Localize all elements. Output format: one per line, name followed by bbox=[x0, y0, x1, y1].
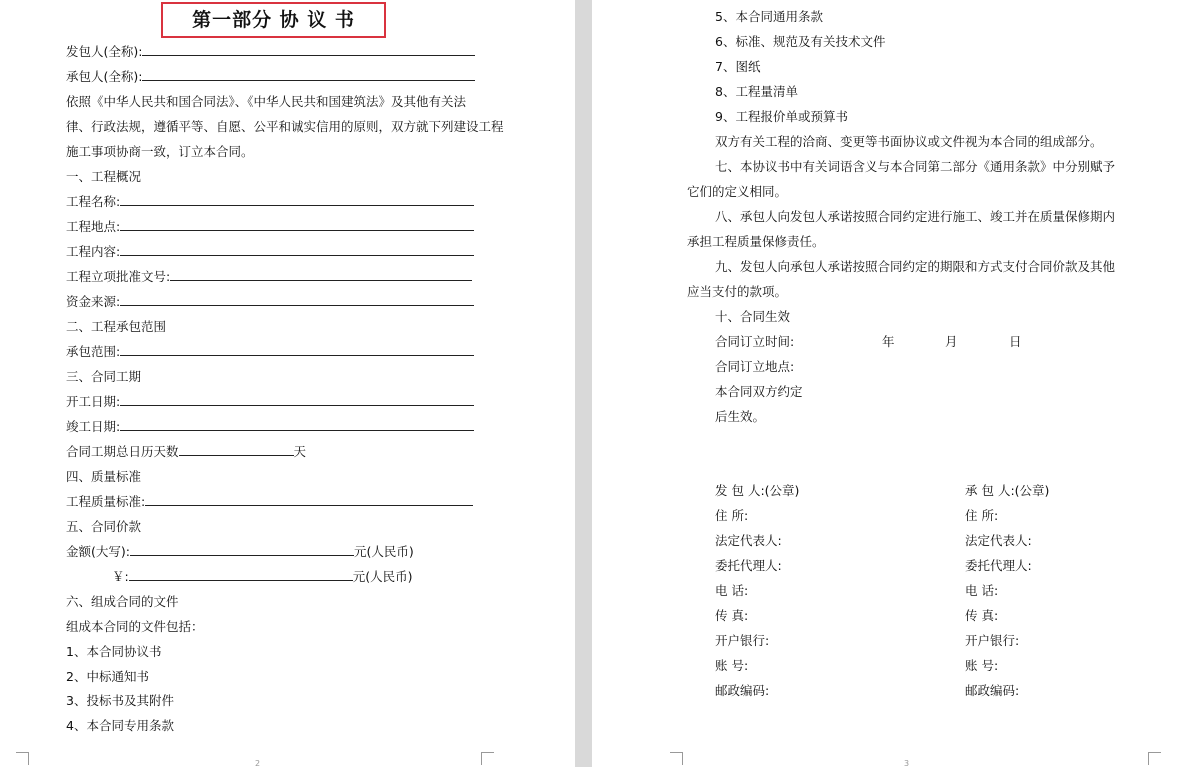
section-4-heading: 四、质量标准 bbox=[66, 469, 142, 484]
effective-line-1: 本合同双方约定 bbox=[715, 384, 803, 399]
employer-line: 发包人(全称): bbox=[66, 44, 475, 60]
amount-figures-line: ￥: 元(人民币) bbox=[112, 569, 413, 584]
employer-legal-rep-label: 法定代表人: bbox=[715, 533, 782, 548]
project-name-line: 工程名称: bbox=[66, 194, 474, 210]
contractor-seal-label: 承 包 人:(公章) bbox=[965, 483, 1050, 498]
margin-corner-mark bbox=[481, 752, 494, 765]
section-2-heading: 二、工程承包范围 bbox=[66, 319, 167, 334]
document-page-right bbox=[592, 0, 1178, 767]
approval-no-line: 工程立项批准文号: bbox=[66, 269, 472, 285]
doc-item-2: 2、中标通知书 bbox=[66, 669, 149, 684]
project-location-line: 工程地点: bbox=[66, 219, 474, 235]
contractor-postcode-label: 邮政编码: bbox=[965, 683, 1020, 698]
contractor-blank[interactable] bbox=[142, 69, 475, 81]
sign-time-label: 合同订立时间: bbox=[715, 334, 795, 349]
section-1-heading: 一、工程概况 bbox=[66, 169, 142, 184]
fund-source-line: 资金来源: bbox=[66, 294, 474, 310]
doc-item-1: 1、本合同协议书 bbox=[66, 644, 162, 659]
section-3-heading: 三、合同工期 bbox=[66, 369, 142, 384]
project-content-blank[interactable] bbox=[120, 244, 474, 256]
page-number: 3 bbox=[904, 759, 910, 767]
sign-month-label: 月 bbox=[945, 334, 958, 349]
contractor-line: 承包人(全称): bbox=[66, 69, 475, 85]
contractor-bank-label: 开户银行: bbox=[965, 633, 1020, 648]
employer-blank[interactable] bbox=[142, 44, 475, 56]
employer-account-label: 账 号: bbox=[715, 658, 749, 673]
section-8-line-2: 承担工程质量保修责任。 bbox=[687, 234, 825, 249]
start-date-blank[interactable] bbox=[120, 394, 474, 406]
sign-place-label: 合同订立地点: bbox=[715, 359, 795, 374]
amount-figures-blank[interactable] bbox=[129, 569, 353, 581]
employer-bank-label: 开户银行: bbox=[715, 633, 770, 648]
total-days-blank[interactable] bbox=[179, 444, 294, 456]
section-9-line-2: 应当支付的款项。 bbox=[687, 284, 788, 299]
section-5-heading: 五、合同价款 bbox=[66, 519, 142, 534]
employer-phone-label: 电 话: bbox=[715, 583, 749, 598]
contractor-fax-label: 传 真: bbox=[965, 608, 999, 623]
project-content-line: 工程内容: bbox=[66, 244, 474, 260]
docs-note: 双方有关工程的洽商、变更等书面协议或文件视为本合同的组成部分。 bbox=[715, 134, 1103, 149]
doc-item-4: 4、本合同专用条款 bbox=[66, 718, 174, 733]
quality-blank[interactable] bbox=[145, 494, 473, 506]
doc-item-6: 6、标准、规范及有关技术文件 bbox=[715, 34, 886, 49]
section-8-line-1: 八、承包人向发包人承诺按照合同约定进行施工、竣工并在质量保修期内 bbox=[715, 209, 1116, 224]
document-page-left bbox=[0, 0, 575, 767]
sign-year-label: 年 bbox=[882, 334, 895, 349]
doc-item-5: 5、本合同通用条款 bbox=[715, 9, 823, 24]
fund-source-blank[interactable] bbox=[120, 294, 474, 306]
intro-line-2: 律、行政法规，遵循平等、自愿、公平和诚实信用的原则，双方就下列建设工程 bbox=[66, 119, 504, 134]
effective-line-2: 后生效。 bbox=[715, 409, 766, 424]
end-date-line: 竣工日期: bbox=[66, 419, 474, 435]
doc-item-3: 3、投标书及其附件 bbox=[66, 693, 174, 708]
employer-fax-label: 传 真: bbox=[715, 608, 749, 623]
employer-seal-label: 发 包 人:(公章) bbox=[715, 483, 800, 498]
contractor-address-label: 住 所: bbox=[965, 508, 999, 523]
project-location-blank[interactable] bbox=[120, 219, 474, 231]
contractor-account-label: 账 号: bbox=[965, 658, 999, 673]
doc-item-8: 8、工程量清单 bbox=[715, 84, 798, 99]
employer-agent-label: 委托代理人: bbox=[715, 558, 782, 573]
intro-line-1: 依照《中华人民共和国合同法》、《中华人民共和国建筑法》及其他有关法 bbox=[66, 94, 467, 109]
page-gutter bbox=[575, 0, 592, 767]
margin-corner-mark bbox=[670, 752, 683, 765]
employer-address-label: 住 所: bbox=[715, 508, 749, 523]
project-name-blank[interactable] bbox=[120, 194, 474, 206]
margin-corner-mark bbox=[16, 752, 29, 765]
scope-blank[interactable] bbox=[120, 344, 474, 356]
section-9-line-1: 九、发包人向承包人承诺按照合同约定的期限和方式支付合同价款及其他 bbox=[715, 259, 1116, 274]
doc-item-7: 7、图纸 bbox=[715, 59, 761, 74]
start-date-line: 开工日期: bbox=[66, 394, 474, 410]
section-7-line-1: 七、本协议书中有关词语含义与本合同第二部分《通用条款》中分别赋予 bbox=[715, 159, 1116, 174]
margin-corner-mark bbox=[1148, 752, 1161, 765]
contractor-agent-label: 委托代理人: bbox=[965, 558, 1032, 573]
page-number: 2 bbox=[255, 759, 261, 767]
contractor-legal-rep-label: 法定代表人: bbox=[965, 533, 1032, 548]
docs-intro: 组成本合同的文件包括： bbox=[66, 619, 204, 634]
section-6-heading: 六、组成合同的文件 bbox=[66, 594, 179, 609]
quality-line: 工程质量标准: bbox=[66, 494, 473, 510]
end-date-blank[interactable] bbox=[120, 419, 474, 431]
employer-postcode-label: 邮政编码: bbox=[715, 683, 770, 698]
section-10-heading: 十、合同生效 bbox=[715, 309, 791, 324]
section-7-line-2: 它们的定义相同。 bbox=[687, 184, 788, 199]
intro-line-3: 施工事项协商一致，订立本合同。 bbox=[66, 144, 254, 159]
total-days-line: 合同工期总日历天数 天 bbox=[66, 444, 307, 459]
scope-line: 承包范围: bbox=[66, 344, 474, 360]
contractor-phone-label: 电 话: bbox=[965, 583, 999, 598]
sign-day-label: 日 bbox=[1009, 334, 1022, 349]
amount-words-line: 金额(大写): 元(人民币) bbox=[66, 544, 414, 559]
document-title: 第一部分 协 议 书 bbox=[161, 2, 386, 38]
amount-words-blank[interactable] bbox=[130, 544, 354, 556]
doc-item-9: 9、工程报价单或预算书 bbox=[715, 109, 848, 124]
approval-no-blank[interactable] bbox=[170, 269, 472, 281]
